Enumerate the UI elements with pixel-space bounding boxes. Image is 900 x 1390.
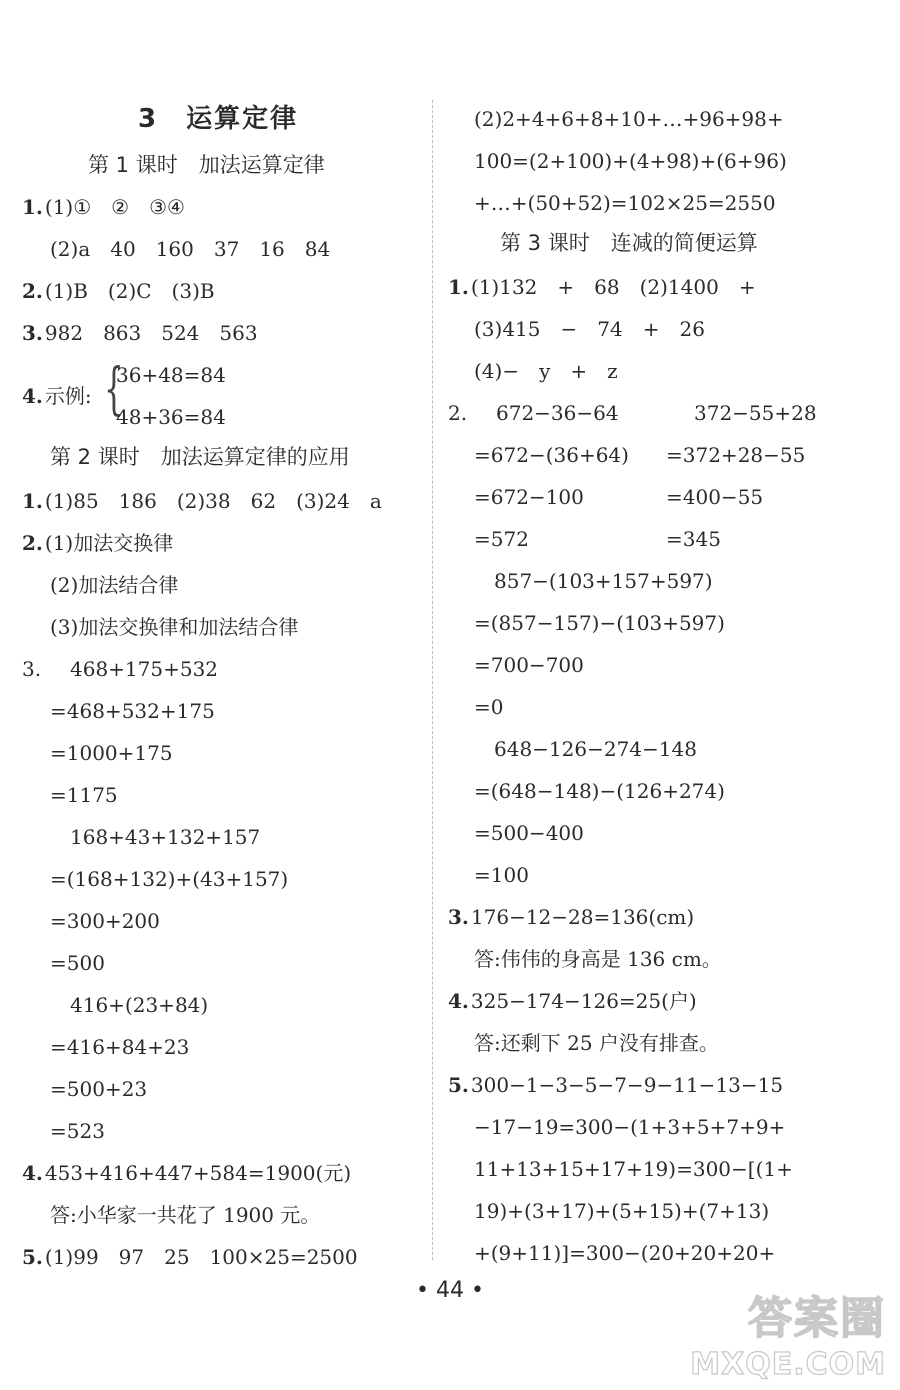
l2-q2b: (2)加法结合律 [50, 573, 179, 597]
calc-line: =100 [474, 863, 529, 887]
answer-text: 453+416+447+584=1900(元) [44, 1161, 352, 1185]
q-number: 3. [448, 905, 469, 929]
calc-line: =700−700 [474, 653, 584, 677]
q-number: 1. [22, 195, 43, 219]
l3-q5-line1 [448, 1070, 783, 1100]
answer-text: (1)B (2)C (3)B [44, 279, 215, 303]
answer-text: (1)① ② ③④ [44, 195, 185, 219]
calc-line: 372−55+28 [694, 401, 817, 425]
calc-line: 416+(23+84) [50, 993, 209, 1017]
l1-q3 [22, 318, 258, 348]
r-top-line: +…+(50+52)=102×25=2550 [474, 191, 776, 215]
calc-line: =300+200 [50, 909, 160, 933]
l2-q2a [22, 528, 173, 558]
column-divider [432, 100, 433, 1260]
q-number: 2. [22, 279, 43, 303]
calc-line: +(9+11)]=300−(20+20+20+ [474, 1241, 776, 1265]
r-top-line: 100=(2+100)+(4+98)+(6+96) [474, 149, 787, 173]
calc-line: 19)+(3+17)+(5+15)+(7+13) [474, 1199, 770, 1223]
answer-text: (1)85 186 (2)38 62 (3)24 a [44, 489, 382, 513]
calc-line: =500+23 [50, 1077, 148, 1101]
answer-text: 300−1−3−5−7−9−11−13−15 [470, 1073, 784, 1097]
chapter-title: 3 运算定律 [138, 104, 299, 134]
q-number: 4. [22, 1161, 43, 1185]
calc-line: =416+84+23 [50, 1035, 190, 1059]
watermark-sub: MXQE.COM [690, 1347, 886, 1382]
q-number: 5. [448, 1073, 469, 1097]
q-number: 1. [22, 489, 43, 513]
l2-q4-answer: 答:小华家一共花了 1900 元。 [50, 1203, 321, 1227]
l1-q4-label [22, 381, 92, 411]
l1-q1-line1 [22, 192, 185, 222]
r-top-line: (2)2+4+6+8+10+…+96+98+ [474, 107, 784, 131]
q-number: 4. [22, 384, 43, 408]
q-number: 2. [22, 531, 43, 555]
calc-line: 857−(103+157+597) [474, 569, 713, 593]
l2-q4 [22, 1158, 351, 1188]
answer-text: 982 863 524 563 [44, 321, 258, 345]
calc-line: =0 [474, 695, 504, 719]
calc-line: 468+175+532 [50, 657, 219, 681]
calc-line: =(168+132)+(43+157) [50, 867, 289, 891]
q-number: 3. [22, 321, 43, 345]
l3-q2-number: 2. [448, 401, 468, 425]
l3-q1-line2: (3)415 − 74 + 26 [474, 317, 705, 341]
calc-line: =500−400 [474, 821, 584, 845]
l2-q2c: (3)加法交换律和加法结合律 [50, 615, 299, 639]
l1-q4-bottom: 48+36=84 [116, 405, 226, 429]
l3-q4 [448, 986, 697, 1016]
q-number: 4. [448, 989, 469, 1013]
answer-text: (1)132 + 68 (2)1400 + [470, 275, 756, 299]
calc-line: =(648−148)−(126+274) [474, 779, 725, 803]
l3-q3-answer: 答:伟伟的身高是 136 cm。 [474, 947, 722, 971]
lesson-3-title: 第 3 课时 连减的简便运算 [500, 231, 758, 255]
calc-line: =372+28−55 [666, 443, 806, 467]
calc-line: 11+13+15+17+19)=300−[(1+ [474, 1157, 793, 1181]
calc-line: 168+43+132+157 [50, 825, 261, 849]
calc-line: 672−36−64 [496, 401, 619, 425]
answer-text: 325−174−126=25(户) [470, 989, 697, 1013]
l2-q1 [22, 486, 382, 516]
q-number: 5. [22, 1245, 43, 1269]
answer-text: (1)加法交换律 [44, 531, 174, 555]
l3-q3 [448, 902, 694, 932]
calc-line: =672−100 [474, 485, 584, 509]
calc-line: =468+532+175 [50, 699, 215, 723]
l1-q4-top: 36+48=84 [116, 363, 226, 387]
calc-line: =400−55 [666, 485, 764, 509]
lesson-1-title: 第 1 课时 加法运算定律 [88, 153, 325, 177]
lesson-2-title: 第 2 课时 加法运算定律的应用 [50, 445, 350, 469]
l3-q1-line3: (4)− y + z [474, 359, 618, 383]
calc-line: =345 [666, 527, 721, 551]
watermark-main: 答案圈 [748, 1293, 886, 1344]
calc-line: =1175 [50, 783, 118, 807]
l1-q1-line2: (2)a 40 160 37 16 84 [50, 237, 331, 261]
answer-text: (1)99 97 25 100×25=2500 [44, 1245, 358, 1269]
calc-line: =572 [474, 527, 529, 551]
calc-line: −17−19=300−(1+3+5+7+9+ [474, 1115, 786, 1139]
answer-text: 176−12−28=136(cm) [470, 905, 695, 929]
calc-line: =(857−157)−(103+597) [474, 611, 725, 635]
page-number: • 44 • [416, 1278, 484, 1303]
calc-line: =1000+175 [50, 741, 173, 765]
calc-line: 648−126−274−148 [474, 737, 697, 761]
q-number: 1. [448, 275, 469, 299]
l3-q1-line1 [448, 272, 756, 302]
l3-q4-answer: 答:还剩下 25 户没有排查。 [474, 1031, 719, 1055]
l1-q2 [22, 276, 215, 306]
l2-q5 [22, 1242, 358, 1272]
calc-line: =523 [50, 1119, 105, 1143]
calc-line: =500 [50, 951, 105, 975]
example-label: 示例: [44, 384, 92, 408]
l2-q3-number: 3. [22, 657, 42, 681]
calc-line: =672−(36+64) [474, 443, 629, 467]
